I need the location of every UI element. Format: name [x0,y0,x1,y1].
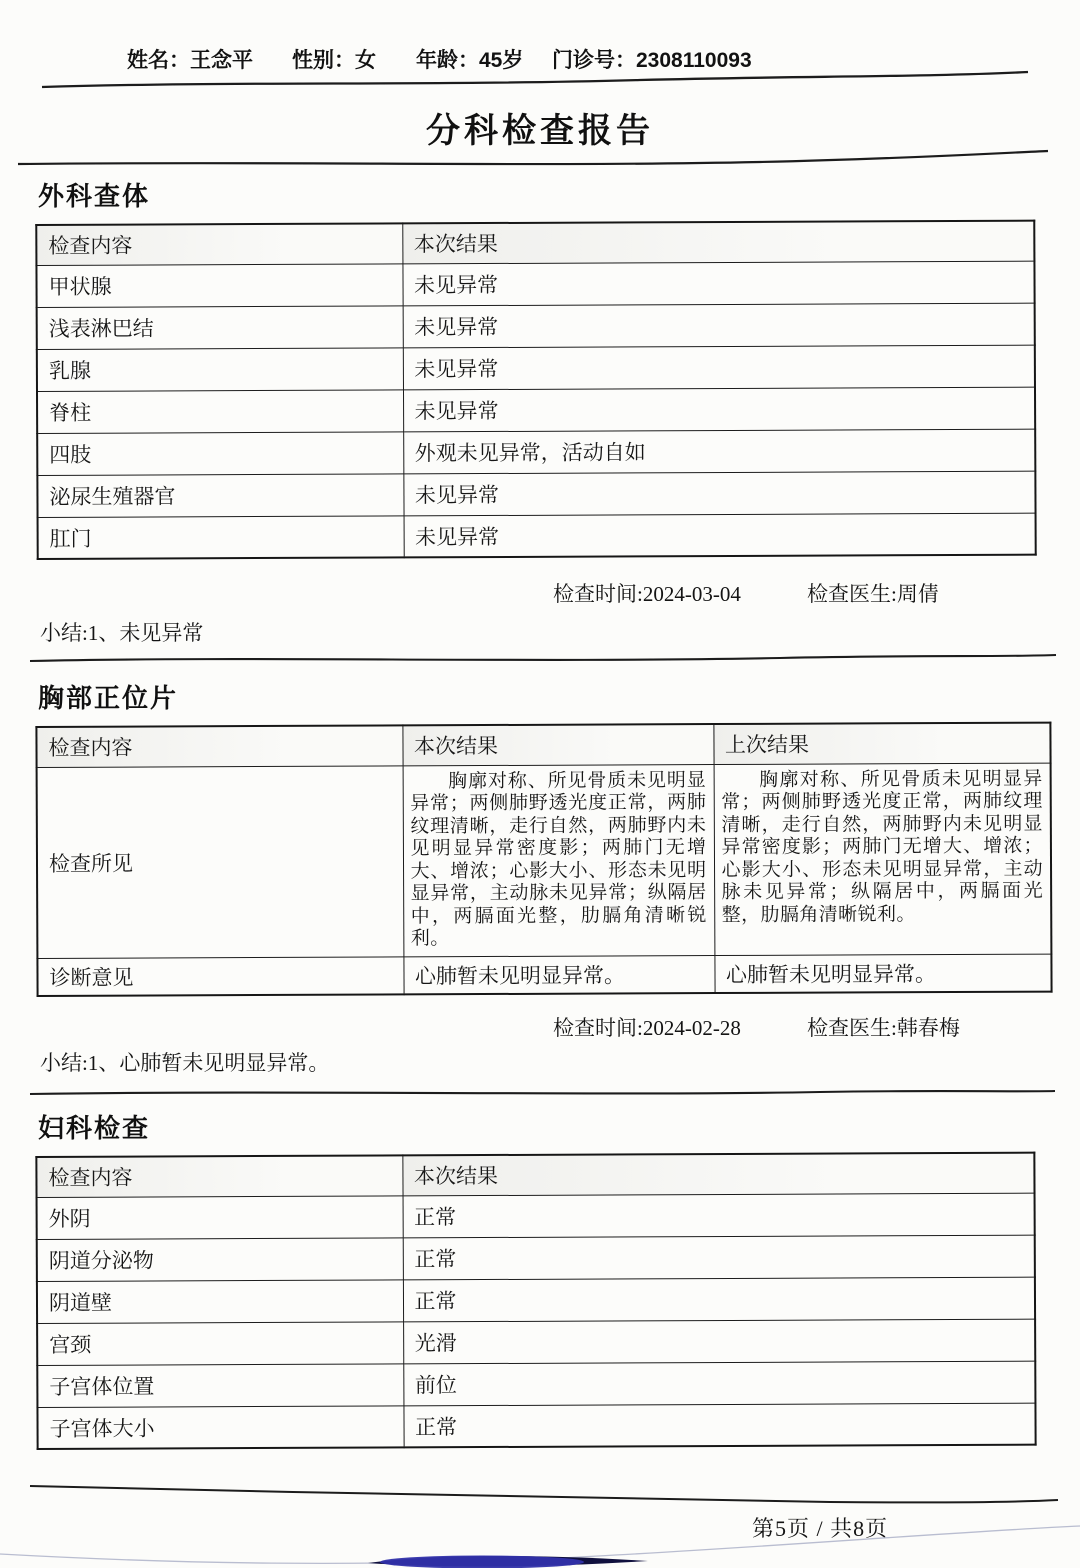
findings-current: 胸廓对称、所见骨质未见明显异常；两侧肺野透光度正常，两肺纹理清晰，走行自然，两肺野内未见明显异常密度影；两肺门无增大、增浓；心影大小、形态未见明显异常，主动脉未见异常；纵隔居中，两膈面光整，肋膈角清晰锐利。 [403,764,715,956]
table-row [37,1277,1035,1323]
row-value: 未见异常 [403,387,1035,432]
exam-doctor: 检查医生:韩春梅 [807,1016,960,1040]
table-row [37,429,1035,475]
row-label: 浅表淋巴结 [37,305,403,349]
column-header: 检查内容 [36,1155,402,1197]
table-row [37,387,1035,433]
row-label: 甲状腺 [36,263,402,307]
table-row [37,1361,1035,1407]
exam-time: 检查时间:2024-02-28 [553,1016,741,1040]
row-value: 未见异常 [402,261,1034,306]
header-divider-line [0,66,1080,90]
section-heading-chest-xray: 胸部正位片 [38,683,179,713]
row-label: 四肢 [37,431,403,475]
table-row [36,261,1034,307]
column-header: 本次结果 [402,724,713,765]
row-label: 子宫体位置 [37,1363,403,1407]
footer-divider-line [0,1480,1080,1508]
table-row [37,345,1035,391]
row-label: 阴道壁 [37,1279,403,1323]
row-label: 肛门 [38,515,404,559]
chest-xray-table [35,722,1052,997]
section-summary: 小结:1、心肺暂未见明显异常。 [40,1051,330,1075]
findings-previous: 胸廓对称、所见骨质未见明显异常；两侧肺野透光度正常，两肺纹理清晰，走行自然，两肺野内未见明显异常密度影；两肺门无增大、增浓；心影大小、形态未见明显异常，主动脉未见异常；纵隔居中，两膈面光整，肋膈角清晰锐利。 [714,763,1052,955]
table-row [37,1319,1035,1365]
column-header: 本次结果 [402,1153,1034,1196]
table-row [37,954,1051,996]
row-label: 泌尿生殖器官 [37,473,403,517]
patient-clinic-no: 门诊号：2308110093 [552,49,752,72]
patient-gender: 性别：女 [292,49,376,72]
section-heading-surgical: 外科查体 [38,181,151,211]
patient-age: 年龄：45岁 [416,49,524,72]
row-value: 未见异常 [404,513,1036,558]
row-label: 阴道分泌物 [37,1237,403,1281]
gynecology-exam-table [35,1152,1036,1450]
table-row [38,513,1036,559]
table-row [37,1193,1035,1239]
column-header: 检查内容 [36,223,402,265]
table-row [37,763,1052,958]
row-label: 检查所见 [37,765,404,958]
table-row [37,1403,1035,1449]
row-label: 宫颈 [37,1321,403,1365]
page-title: 分科检查报告 [426,112,654,150]
row-value: 外观未见异常，活动自如 [403,429,1035,474]
row-value: 未见异常 [403,471,1035,516]
row-label: 脊柱 [37,389,403,433]
exam-doctor: 检查医生:周倩 [807,582,939,606]
table-header-row [36,1153,1034,1197]
row-value: 心肺暂未见明显异常。 [714,954,1051,993]
patient-name: 姓名：王念平 [127,49,253,72]
table-header-row [36,221,1034,265]
row-value: 正常 [403,1193,1035,1238]
exam-time: 检查时间:2024-03-04 [553,582,741,606]
row-value: 正常 [403,1403,1035,1448]
row-value: 未见异常 [403,303,1035,348]
table-row [37,1235,1035,1281]
column-header: 本次结果 [402,221,1034,264]
row-label: 乳腺 [37,347,403,391]
section-divider-line [0,1086,1080,1100]
section-summary: 小结:1、未见异常 [40,621,204,645]
page-bottom-edge [0,1524,1080,1568]
row-value: 正常 [403,1235,1035,1280]
section-divider-line [0,650,1080,666]
row-value: 心肺暂未见明显异常。 [403,955,714,994]
row-label: 外阴 [37,1195,403,1239]
row-value: 光滑 [403,1319,1035,1364]
page-indicator: 第5页 / 共8页 [752,1516,889,1541]
surgical-exam-table [35,220,1036,560]
section-heading-gynecology: 妇科检查 [38,1113,151,1143]
table-row [37,303,1035,349]
column-header: 检查内容 [36,725,402,767]
table-header-row [36,723,1050,767]
row-label: 子宫体大小 [37,1405,403,1449]
row-value: 正常 [403,1277,1035,1322]
ink-smudge-icon [380,1556,584,1568]
row-label: 诊断意见 [37,956,403,996]
title-divider-line [0,147,1080,171]
column-header: 上次结果 [713,723,1050,764]
row-value: 前位 [403,1361,1035,1406]
row-value: 未见异常 [403,345,1035,390]
table-row [37,471,1035,517]
